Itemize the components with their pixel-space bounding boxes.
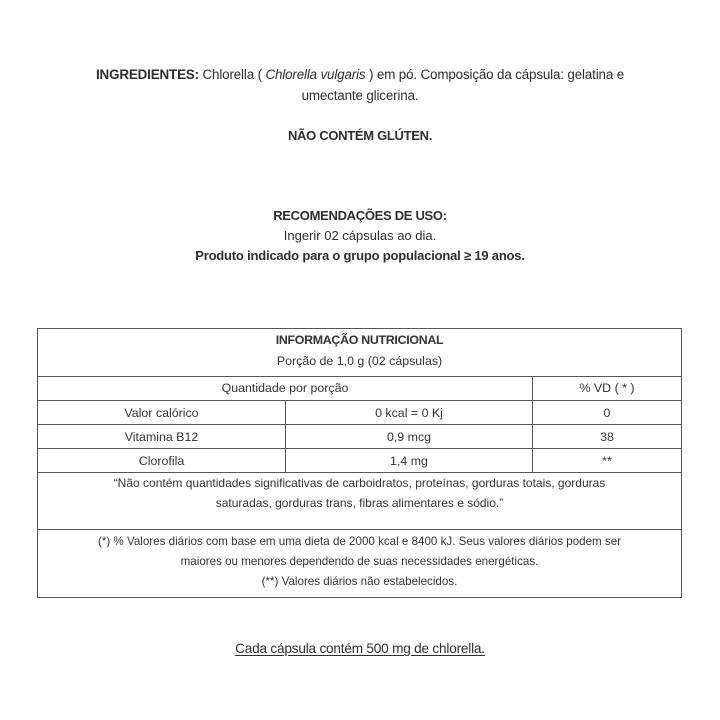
nutrient-dv: 0: [603, 405, 611, 420]
table-header: [38, 329, 681, 377]
table-row: [38, 449, 681, 473]
not-significant-note: [38, 472, 681, 530]
ingredients-label: INGREDIENTES:: [95, 67, 199, 82]
quantity-header: Quantidade por porção: [38, 376, 533, 400]
usage-recommendations: [0, 206, 720, 266]
column-header-row: [38, 376, 681, 401]
footnote-line-1: (*) % Valores diários com base em uma dieta de 2000 kcal e 8400 kJ. Seus valores diários podem ser: [97, 535, 622, 548]
daily-value-footnotes: [38, 531, 681, 597]
ingredients-text-end: ) em pó. Composição da cápsula: gelatina e: [365, 67, 625, 82]
usage-dose: Ingerir 02 cápsulas ao dia.: [283, 228, 437, 243]
ingredients-line-2: umectante glicerina.: [301, 88, 419, 103]
capsule-content-note: Cada cápsula contém 500 mg de chlorella.: [235, 641, 485, 656]
footnote-line-2: maiores ou menores dependendo de suas necessidades energéticas.: [180, 555, 539, 568]
nutrient-amount: 1,4 mg: [286, 449, 533, 472]
nutrient-name: Vitamina B12: [38, 425, 286, 448]
ingredients-line-1: [0, 64, 720, 85]
nutrient-amount: 0,9 mcg: [286, 425, 533, 448]
dv-header: % VD ( * ): [579, 381, 635, 395]
ingredients-text-start: Chlorella (: [198, 67, 266, 82]
note-line-1: “Não contém quantidades significativas de carboidratos, proteínas, gorduras totais, gorduras: [113, 476, 606, 490]
usage-target-group: Produto indicado para o grupo populacional ≥ 19 anos.: [195, 248, 525, 263]
table-row: [38, 401, 681, 425]
table-title: INFORMAÇÃO NUTRICIONAL: [275, 333, 444, 347]
nutrient-name: Valor calórico: [38, 401, 286, 424]
usage-title: RECOMENDAÇÕES DE USO:: [273, 208, 447, 223]
table-row: [38, 425, 681, 449]
nutrition-facts-table: [37, 328, 682, 598]
gluten-notice: NÃO CONTÉM GLÚTEN.: [287, 128, 433, 143]
ingredients-section: [0, 64, 720, 106]
nutrient-amount: 0 kcal = 0 Kj: [286, 401, 533, 424]
scientific-name: Chlorella vulgaris: [265, 67, 366, 82]
note-line-2: saturadas, gorduras trans, fibras alimentares e sódio.”: [215, 496, 504, 510]
nutrient-dv: 38: [600, 429, 614, 444]
footnote-line-3: (**) Valores diários não estabelecidos.: [261, 575, 458, 588]
nutrient-name: Clorofila: [38, 449, 286, 472]
nutrient-dv: **: [602, 453, 612, 468]
portion-size: Porção de 1,0 g (02 cápsulas): [276, 354, 443, 368]
